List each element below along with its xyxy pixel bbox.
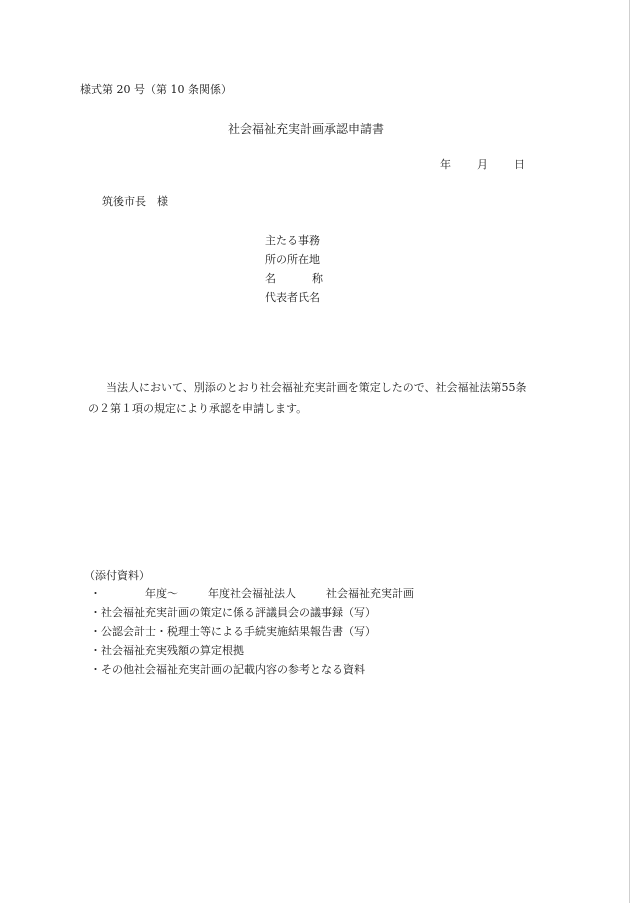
addressee: 筑後市長 様	[102, 195, 168, 208]
attachment-item-5: ・その他社会福祉充実計画の記載内容の参考となる資料	[90, 663, 365, 676]
applicant-block	[265, 231, 323, 307]
date-month-label: 月	[477, 158, 488, 171]
date-line	[440, 156, 525, 172]
name-label-part1: 名	[265, 272, 276, 285]
name-label	[265, 269, 323, 288]
address-label-line1: 主たる事務	[265, 234, 320, 247]
attachments-heading: （添付資料）	[84, 569, 150, 582]
attachment-item-1-part3: 社会福祉充実計画	[326, 587, 414, 600]
attachment-item-3: ・公認会計士・税理士等による手続実施結果報告書（写）	[90, 625, 376, 638]
date-year-label: 年	[440, 158, 451, 171]
attachment-item-4: ・社会福祉充実残額の算定根拠	[90, 644, 244, 657]
attachment-item-2: ・社会福祉充実計画の策定に係る評議員会の議事録（写）	[90, 606, 376, 619]
representative-label: 代表者氏名	[265, 291, 320, 304]
body-line-2: の２第１項の規定により承認を申請します。	[88, 402, 308, 415]
document-title: 社会福祉充実計画承認申請書	[228, 122, 385, 136]
attachment-item-1-part2: 年度社会福祉法人	[208, 587, 296, 600]
attachment-item-1-part1: 年度～	[145, 587, 178, 600]
body-line-1: 当法人において、別添のとおり社会福祉充実計画を策定したので、社会福祉法第55条	[106, 381, 527, 394]
attachments-list	[90, 584, 414, 679]
date-day-label: 日	[514, 158, 525, 171]
attachment-item-1	[90, 584, 414, 603]
form-number: 様式第 20 号（第 10 条関係）	[80, 83, 232, 96]
application-body	[88, 377, 588, 419]
address-label-line2: 所の所在地	[265, 253, 320, 266]
attachment-item-1-bullet: ・	[90, 587, 101, 600]
name-label-part2: 称	[312, 272, 323, 285]
